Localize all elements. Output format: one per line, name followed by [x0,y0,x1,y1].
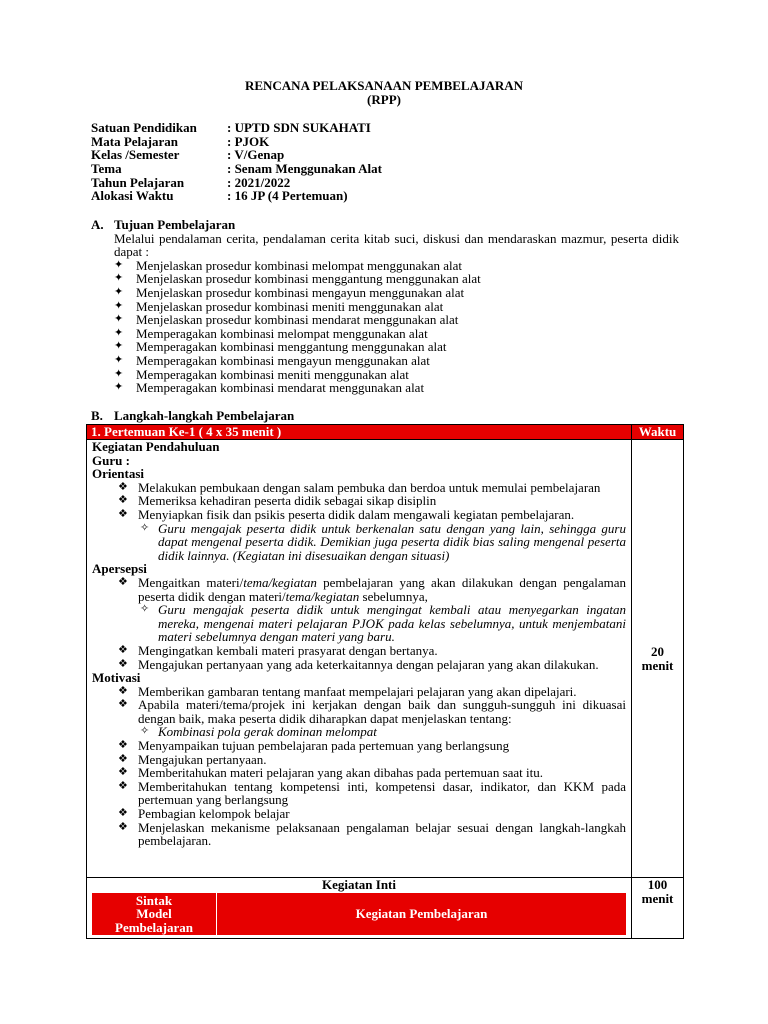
pointing-star-icon: ✧ [140,725,150,738]
section-a-heading: A. Tujuan Pembelajaran [91,217,236,232]
identity-row: Mata Pelajaran : PJOK [91,133,270,149]
syntax-column-header: Sintak Model Pembelajaran [92,893,217,936]
kegiatan-inti-heading: Kegiatan Inti [321,877,397,892]
apersepsi-list [92,576,626,603]
list-item: ❖ Apabila materi/tema/projek ini kerjakan dengan baik dan sungguh-sungguh ini dikuasai dengan baik, maka peserta didik diharapkan dapat menjelaskan tentang: [118,697,626,726]
document-title-line2: (RPP) [367,92,401,107]
objectives-list [114,259,679,395]
identity-row: Satuan Pendidikan : UPTD SDN SUKAHATI [91,120,371,135]
list-item: ❖ Mengingatkan kembali materi prasyarat dengan bertanya. [118,642,438,658]
four-pointed-star-icon: ✦ [114,340,124,353]
list-item: ❖ Mengajukan pertanyaan yang ada keterkaitannya dengan pelajaran yang akan dilakukan. [118,656,599,672]
identity-row: Tahun Pelajaran : 2021/2022 [91,174,291,190]
four-pointed-star-icon: ✦ [114,367,124,380]
list-item: ✦ Memperagakan kombinasi meniti menggunakan alat [114,366,409,382]
apersepsi-list-2 [92,644,626,671]
apersepsi-note: ✧ Guru mengajak peserta didik untuk mengingat kembali atau menyegarkan ingatan mereka, mengenai materi pelajaran PJOK pada kelas sebelumnya, untuk menjembatani materi sebelumnya dengan materi yang baru. [140,602,626,645]
four-pointed-star-icon: ✦ [114,285,124,298]
motivasi-list [92,685,626,726]
four-pointed-star-icon: ✦ [114,313,124,326]
four-pointed-star-icon: ✦ [114,326,124,339]
meeting-header: 1. Pertemuan Ke-1 ( 4 x 35 menit ) [87,425,632,440]
list-item: ✦ Memperagakan kombinasi mengayun menggunakan alat [114,352,430,368]
opening-activities-cell [87,440,632,878]
list-item: ✦ Memperagakan kombinasi melompat menggunakan alat [114,325,428,341]
list-item: ✦ Menjelaskan prosedur kombinasi meniti menggunakan alat [114,298,444,314]
opening-time-value: 20 [651,643,664,659]
list-item: ❖ Menyampaikan tujuan pembelajaran pada pertemuan yang berlangsung [118,738,510,754]
list-item: ✦ Menjelaskan prosedur kombinasi mendarat menggunakan alat [114,312,459,328]
four-pointed-star-icon: ✦ [114,353,124,366]
identity-row: Tema : Senam Menggunakan Alat [91,161,382,177]
list-item: ❖ Memeriksa kehadiran peserta didik sebagai sikap disiplin [118,493,437,509]
motivasi-note: ✧ Kombinasi pola gerak dominan melompat [140,724,377,740]
motivasi-list-2 [92,739,626,848]
list-item: ❖ Menyiapkan fisik dan psikis peserta didik dalam mengawali kegiatan pembelajaran. [118,506,575,522]
list-item: ❖ Mengaitkan materi/tema/kegiatan pembelajaran yang akan dilakukan dengan pengalaman peserta didik dengan materi/tema/kegiatan sebelumnya, [118,574,626,604]
list-item: ✦ Memperagakan kombinasi mendarat menggunakan alat [114,380,425,396]
four-pointed-star-icon: ✦ [114,272,124,285]
section-a-intro: Melalui pendalaman cerita, pendalaman cerita kitab suci, diskusi dan mendaraskan mazmur, peserta didik dapat : [114,230,679,260]
four-pointed-star-icon: ✦ [114,258,124,271]
core-time-cell [632,878,684,939]
four-diamond-icon: ❖ [118,507,128,520]
four-diamond-icon: ❖ [118,779,128,792]
identity-block [91,121,382,203]
four-diamond-icon: ❖ [118,494,128,507]
apersepsi-heading: Apersepsi [92,561,147,577]
section-objectives [91,218,679,395]
core-activities-cell [87,878,632,939]
pointing-star-icon: ✧ [140,521,150,534]
orientasi-note: ✧ Guru mengajak peserta didik untuk berkenalan satu dengan yang lain, sehingga guru dapat mengenal peserta didik. Demikian juga peserta didik bias saling mengenal peserta didik lainnya. (Kegiatan ini disesuaikan dengan situasi) [140,520,626,563]
kegiatan-pendahuluan-heading: Kegiatan Pendahuluan [92,439,220,454]
opening-time-unit: menit [641,657,674,673]
core-time-unit: menit [641,891,674,906]
document-title-line1: RENCANA PELAKSANAAN PEMBELAJARAN [244,78,524,93]
four-pointed-star-icon: ✦ [114,299,124,312]
guru-label: Guru : [92,452,130,468]
section-b-heading: B. Langkah-langkah Pembelajaran [91,408,295,423]
four-diamond-icon: ❖ [118,752,128,765]
motivasi-heading: Motivasi [92,670,141,686]
identity-row: Alokasi Waktu : 16 JP (4 Pertemuan) [91,188,348,204]
list-item: ✦ Menjelaskan prosedur kombinasi menggantung menggunakan alat [114,271,481,287]
four-diamond-icon: ❖ [118,698,128,711]
list-item: ✦ Menjelaskan prosedur kombinasi melompat menggunakan alat [114,257,462,273]
list-item: ❖ Pembagian kelompok belajar [118,806,290,822]
list-item: ❖ Melakukan pembukaan dengan salam pembuka dan berdoa untuk memulai pembelajaran [118,479,601,495]
four-diamond-icon: ❖ [118,766,128,779]
four-diamond-icon: ❖ [118,643,128,656]
four-diamond-icon: ❖ [118,480,128,493]
document-title [0,79,768,107]
four-pointed-star-icon: ✦ [114,381,124,394]
opening-time-cell [632,440,684,878]
list-item: ❖ Mengajukan pertanyaan. [118,751,267,767]
list-item: ✦ Menjelaskan prosedur kombinasi mengayun menggunakan alat [114,284,465,300]
list-item: ❖ Memberitahukan materi pelajaran yang akan dibahas pada pertemuan saat itu. [118,765,543,781]
pointing-star-icon: ✧ [140,603,150,616]
learning-steps-table [86,424,684,939]
core-time-value: 100 [647,877,668,892]
core-activities-table [91,892,627,936]
list-item: ❖ Memberitahukan tentang kompetensi inti, kompetensi dasar, indikator, dan KKM pada pertemuan yang berlangsung [118,778,626,808]
four-diamond-icon: ❖ [118,739,128,752]
four-diamond-icon: ❖ [118,820,128,833]
list-item: ❖ Menjelaskan mekanisme pelaksanaan pengalaman belajar sesuai dengan langkah-langkah pembelajaran. [118,819,626,849]
learning-activities-column-header: Kegiatan Pembelajaran [217,893,627,936]
time-header: Waktu [632,425,684,440]
four-diamond-icon: ❖ [118,684,128,697]
identity-row: Kelas /Semester : V/Genap [91,147,285,163]
four-diamond-icon: ❖ [118,575,128,588]
orientasi-list [92,481,626,522]
list-item: ❖ Memberikan gambaran tentang manfaat mempelajari pelajaran yang akan dipelajari. [118,683,577,699]
list-item: ✦ Memperagakan kombinasi menggantung menggunakan alat [114,339,447,355]
orientasi-heading: Orientasi [92,466,144,482]
four-diamond-icon: ❖ [118,657,128,670]
four-diamond-icon: ❖ [118,807,128,820]
